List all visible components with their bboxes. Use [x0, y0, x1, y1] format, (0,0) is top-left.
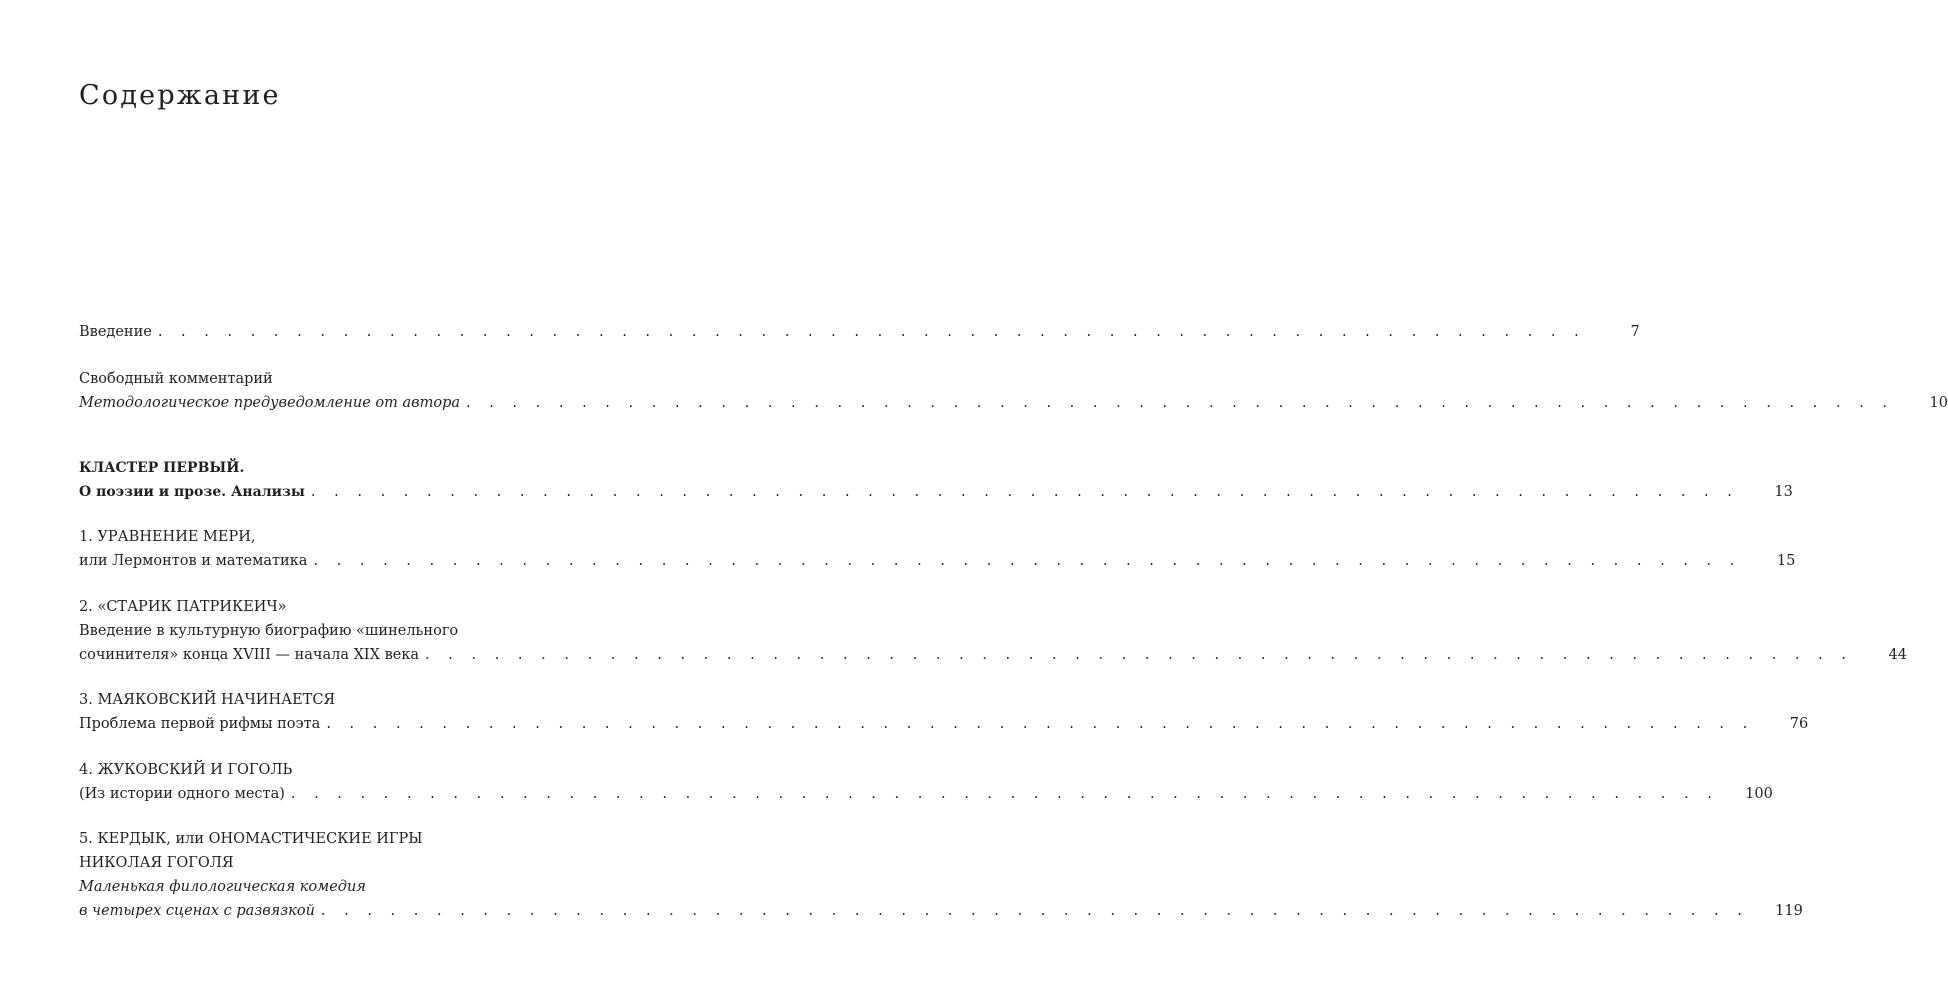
toc-entry-ch1[interactable]	[79, 549, 1796, 573]
page-title: Содержание	[79, 80, 281, 111]
dot-leader: . . . . . . . . . . . . . . . . . . . . . . . . . . . . . . . . . . . . . . . . . . . . . . . . . . . . . . . . . . . . . .	[310, 484, 1739, 500]
toc-entry-ch1-title[interactable]: 1. УРАВНЕНИЕ МЕРИ,	[79, 529, 256, 545]
toc-entry-subtitle: Методологическое предуведомление от автора	[79, 395, 460, 411]
toc-entry-ch2-subtitle: Введение в культурную биографию «шинельного	[79, 623, 459, 639]
toc-entry-ch5-title[interactable]: 5. КЕРДЫК, или ОНОМАСТИЧЕСКИЕ ИГРЫ	[79, 831, 423, 847]
dot-leader: . . . . . . . . . . . . . . . . . . . . . . . . . . . . . . . . . . . . . . . . . . . . . . . . . . . . . . . . . . . . . .	[466, 395, 1894, 411]
toc-page-number: 44	[1888, 647, 1907, 663]
dot-leader: . . . . . . . . . . . . . . . . . . . . . . . . . . . . . . . . . . . . . . . . . . . . . . . . . . . . . . . . . . . . . .	[425, 647, 1853, 663]
toc-page-number: 13	[1774, 484, 1793, 500]
toc-entry-ch3-title[interactable]: 3. МАЯКОВСКИЙ НАЧИНАЕТСЯ	[79, 692, 336, 708]
toc-entry-title: Введение	[79, 324, 152, 340]
toc-page-number: 7	[1630, 324, 1640, 340]
toc-entry-ch5-subtitle: Маленькая филологическая комедия	[79, 879, 366, 895]
toc-entry-subtitle: в четырех сценах с развязкой	[79, 903, 315, 919]
toc-entry-subtitle: или Лермонтов и математика	[79, 553, 308, 569]
toc-entry-ch5-title-cont[interactable]: НИКОЛАЯ ГОГОЛЯ	[79, 855, 234, 871]
toc-page-number: 100	[1745, 786, 1773, 802]
toc-entry-subtitle: О поэзии и прозе. Анализы	[79, 484, 305, 500]
toc-entry-commentary-title[interactable]: Свободный комментарий	[79, 371, 273, 387]
toc-entry-ch2[interactable]	[79, 643, 1907, 667]
dot-leader: . . . . . . . . . . . . . . . . . . . . . . . . . . . . . . . . . . . . . . . . . . . . . . . . . . . . . . . . . . . . . .	[313, 553, 1742, 569]
toc-entry-ch2-title[interactable]: 2. «СТАРИК ПАТРИКЕИЧ»	[79, 599, 287, 615]
dot-leader: . . . . . . . . . . . . . . . . . . . . . . . . . . . . . . . . . . . . . . . . . . . . . . . . . . . . . . . . . . . . . .	[320, 903, 1749, 919]
toc-page-number: 76	[1789, 716, 1809, 732]
toc-entry-subtitle: сочинителя» конца XVIII — начала XIX века	[79, 647, 420, 663]
toc-entry-commentary[interactable]	[79, 391, 1948, 415]
dot-leader: . . . . . . . . . . . . . . . . . . . . . . . . . . . . . . . . . . . . . . . . . . . . . . . . . . . . . . . . . . . . . .	[326, 716, 1755, 732]
toc-page-number: 10	[1929, 395, 1948, 411]
toc-page-number: 119	[1775, 903, 1803, 919]
toc-entry-subtitle: (Из истории одного места)	[79, 786, 285, 802]
toc-section-heading[interactable]: КЛАСТЕР ПЕРВЫЙ.	[79, 460, 245, 476]
dot-leader: . . . . . . . . . . . . . . . . . . . . . . . . . . . . . . . . . . . . . . . . . . . . . . . . . . . . . . . . . . . . . .	[290, 786, 1719, 802]
toc-entry-cluster1[interactable]	[79, 480, 1793, 504]
toc-entry-ch5[interactable]	[79, 899, 1803, 923]
toc-entry-ch4[interactable]	[79, 782, 1773, 806]
toc-entry-ch3[interactable]	[79, 712, 1809, 736]
toc-entry-subtitle: Проблема первой рифмы поэта	[79, 716, 321, 732]
toc-page-number: 15	[1776, 553, 1796, 569]
toc-entry-intro[interactable]	[79, 320, 1640, 344]
toc-entry-ch4-title[interactable]: 4. ЖУКОВСКИЙ И ГОГОЛЬ	[79, 762, 293, 778]
dot-leader: . . . . . . . . . . . . . . . . . . . . . . . . . . . . . . . . . . . . . . . . . . . . . . . . . . . . . . . . . . . . . .	[157, 324, 1586, 340]
